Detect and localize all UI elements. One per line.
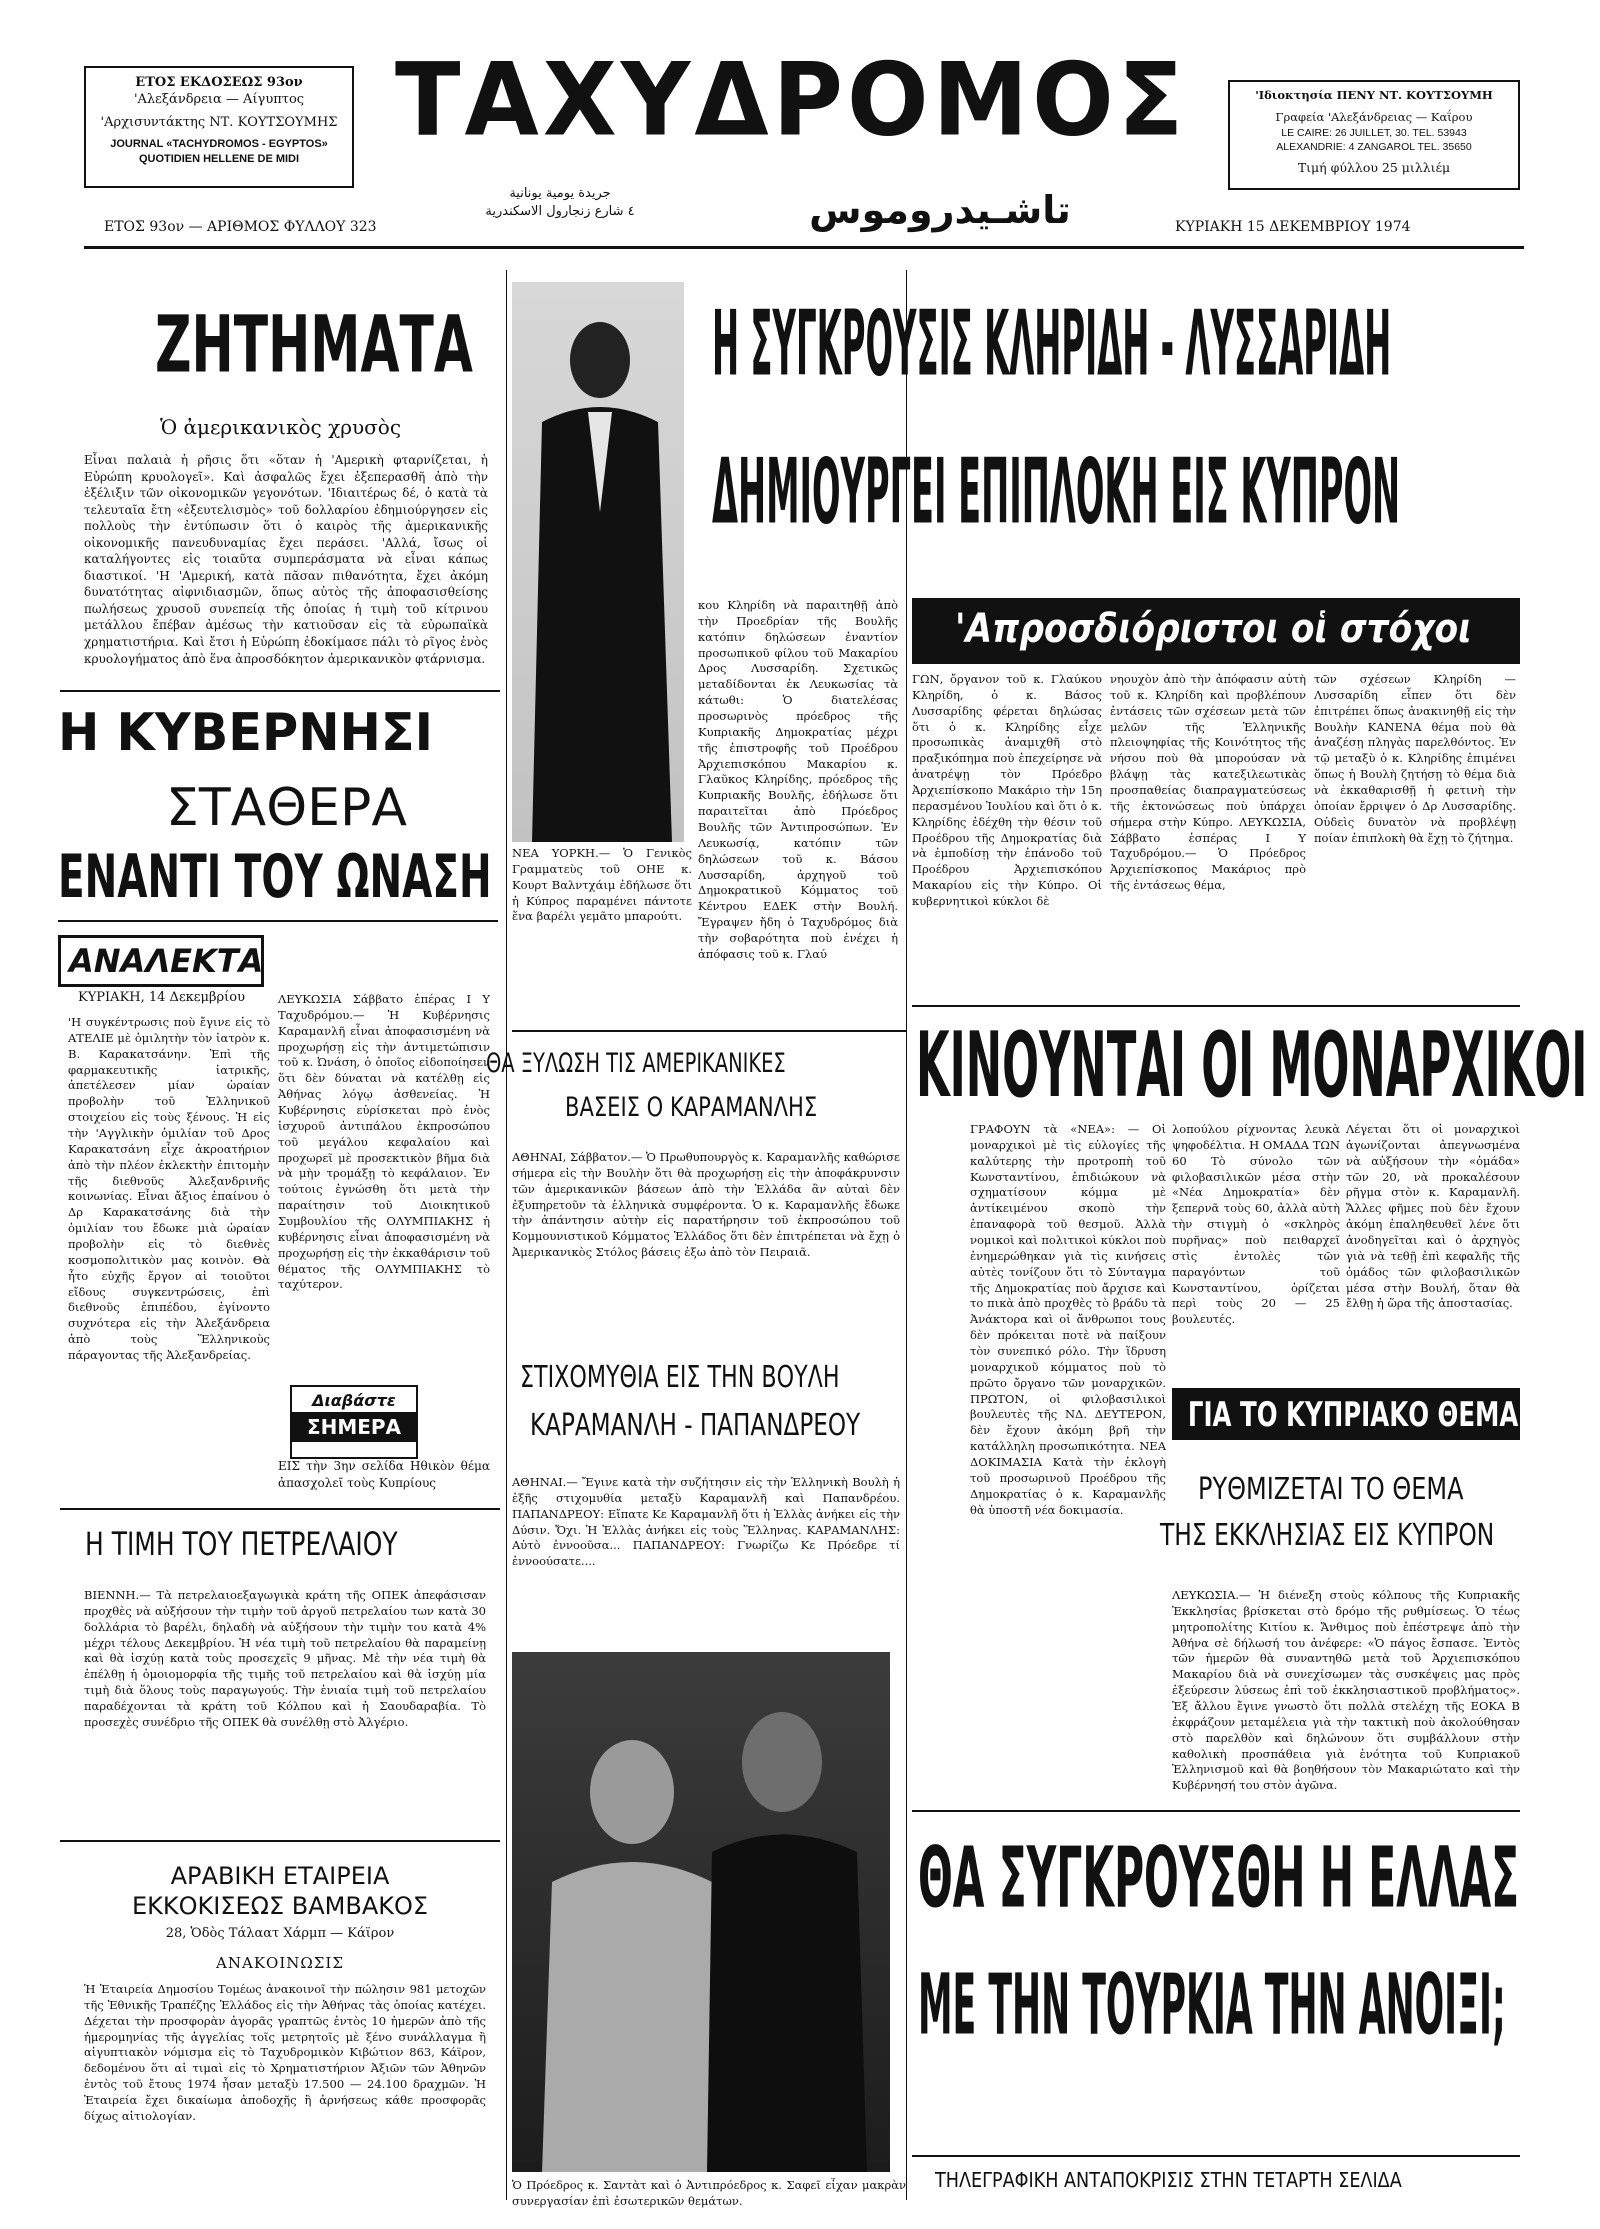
cyprus-topic-bar bbox=[1172, 1388, 1520, 1440]
bottom-headline-1: ΘΑ ΣΥΓΚΡΟΥΣΘΗ Η ΕΛΛΑΣ bbox=[918, 1828, 1520, 1927]
zitimata-body: Εἶναι παλαιὰ ἡ ρῆσις ὅτι «ὅταν ἡ 'Αμερικὴ φταρνίζεται, ἡ Εὐρώπη κρυολογεῖ». Καὶ ἀσφαλῶς ἔχει ἐξεπερασθῆ ἀπὸ τὴν ἐξέλιξιν τῶν οἰκονομικῶν γεγονότων. 'Ιδιαιτέρως δέ, ὁ κατὰ τὰ τελευταῖα ἔτη «ἐξευτελισμὸς» τοῦ δολλαρίου ἐδημιούργησεν εἰς πολλοὺς τὴν ἐντύπωσιν ὅτι ὁ καιρὸς τῆς ἀμερικανικῆς οἰκονομικῆς πανευδυναμίας ἔχει περάσει. 'Αλλά, ἴσως οἱ καταλήγοντες εἰς τοιαῦτα συμπεράσματα νὰ εἶναι κάπως διαστικοί. 'Η 'Αμερική, κατὰ πᾶσαν πιθανότητα, ἔχει ἀκόμη δυνατότητας αἰφνιδιασμῶν, ὅπως αὐτὸς τῆς ἀποφασισθείσης πωλήσεως χρυσοῦ συνεπείᾳ τῆς ὁποίας ἡ τιμὴ τοῦ κίτρινου μετάλλου ἔπέβαν ἀμέσως τὴν κατιοῦσαν εἰς τὰ εὐρωπαϊκὰ χρηματιστήρια. Καὶ ἔτσι ἡ Εὐρώπη ἐδοκίμασε πάλι τὸ ρῖγος ἑνὸς κρυολογήματος ἀπὸ ἕνα ἀπροσδόκητον ἀμερικανικὸν φτάρνισμα. bbox=[84, 453, 488, 666]
ad-announcement: ΑΝΑΚΟΙΝΩΣΙΣ bbox=[216, 1954, 344, 1972]
arabic-title: تاشـيدروموس bbox=[809, 188, 1071, 232]
monarchists-col-1: ΓΡΑΦΟΥΝ τὰ «ΝΕΑ»: — Οἱ μοναρχικοὶ μὲ τὶς εὐλογίες τῆς καλύτερης τὴν προτροπὴ τοῦ Κωνσταντίνου, ἐπιδιώκουν νὰ σχηματίσουν κόμμα μὲ ἀντίκειμένου σκοπὸ τὴν ἐπαναφορὰ τοῦ θεσμοῦ. Ἀλλὰ νομικοὶ καὶ πολιτικοὶ κύκλοι ποὺ ἐνημερώθηκαν γιὰ τὶς κινήσεις αὐτὲς τονίζουν ὅτι τὸ Σύνταγμα τῆς Δημοκρατίας ποὺ ἄρχισε καὶ το πικὰ ἀπὸ προχθὲς τὸ βράδυ τὰ Ἀνάκτορα καὶ οἱ ἄνθρωποι τους δὲν πρόκειται ποτὲ νὰ παίξουν τὸν συνεπικό ρόλο. Τὴν ἵδρυση μοναρχικοῦ κόμματος ποὺ τὸ πρῶτο ὄργανο τῶν μοναρχικῶν. ΠΡΩΤΟΝ, οἱ φιλοβασιλικοὶ βουλευτὲς τῆς ΝΔ. ΔΕΥΤΕΡΟΝ, δὲν ἔχουν ἀκόμη βρῆ τὴν κατάλληλη προσωπικότητα. ΝΕΑ ΔΟΚΙΜΑΣΙΑ Κατὰ τὴν ἐκλογὴ τοῦ προσωρινοῦ Προέδρου τῆς Δημοκρατίας ὁ κ. Καραμανλῆς θὰ ὑποστῆ νέα δοκιμασία. bbox=[970, 1122, 1166, 1517]
targets-text: 'Απροσδιόριστοι οἱ στόχοι bbox=[955, 606, 1472, 652]
bottom-note: ΤΗΛΕΓΡΑΦΙΚΗ ΑΝΤΑΠΟΚΡΙΣΙΣ ΣΤΗΝ ΤΕΤΑΡΤΗ ΣΕΛΙΔΑ bbox=[935, 2168, 1402, 2192]
arabic-daily: جريدة يومية يونانية bbox=[509, 186, 611, 201]
oil-price-body: ΒΙΕΝΝΗ.— Τὰ πετρελαιοεξαγωγικὰ κράτη τῆς ΟΠΕΚ ἀπεφάσισαν προχθὲς νὰ αὐξήσουν τὴν τιμὴν τοῦ ἀργοῦ πετρελαίου των κατὰ 30 δολλάρια τὸ βαρέλι, δηλαδὴ νὰ αὐξήσουν τὴν τιμὴν του κατὰ 4% μέχρι τέλους Δεκεμβρίου. Ἡ νέα τιμὴ τοῦ πετρελαίου θὰ παραμείνῃ καὶ θὰ ἰσχύῃ κατὰ τοὺς προσεχεῖς 9 μῆνας. Μὲ τὴν νέα τιμὴ θὰ ἐπέλθῃ ἡ ὁμοιομορφία τῆς τιμῆς τοῦ πετρελαίου καὶ θὰ ἰσχύῃ μία τιμὴ διὰ ὅλους τοὺς παραγωγούς. Τὴν ἑνιαία τιμὴ τοῦ πετρελαίου παραδέχονται τὰ κράτη τοῦ Κόλπου καὶ ἡ Σαουδαραβία. Τὸ προσεχὲς συνέδριο τῆς ΟΠΕΚ θὰ συνέλθῃ στὸ Ἀλγέριο. bbox=[84, 1588, 486, 1729]
ad-title-1: ΑΡΑΒΙΚΗ ΕΤΑΙΡΕΙΑ bbox=[170, 1862, 390, 1890]
dialogue-body: ΑΘΗΝΑΙ.— Ἔγινε κατὰ τὴν συζήτησιν εἰς τὴν Ἑλληνικὴ Βουλὴ ἡ ἑξῆς στιχομυθία μεταξὺ Καραμανλῆ καὶ Παπανδρέου. ΠΑΠΑΝΔΡΕΟΥ: Εἴπατε Κε Καραμανλῆ ὅτι ἡ Ἑλλὰς ἀνήκει εἰς τὴν Δύσιν. Ὄχι. Ἡ Ἑλλὰς ἀνήκει εἰς τοὺς Ἕλληνας. ΚΑΡΑΜΑΝΛΗΣ: Αὐτὸ ἐννοοῦσα... ΠΑΠΑΝΔΡΕΟΥ: Γνωρίζω Κε Πρόεδρε τί ἐννοούσατε.... bbox=[512, 1475, 900, 1569]
newspaper-title: ΤΑΧΥΔΡΟΜΟΣ bbox=[395, 41, 1188, 159]
divider bbox=[912, 1810, 1520, 1812]
dialogue-heading-1: ΣΤΙΧΟΜΥΘΙΑ ΕΙΣ ΤΗΝ ΒΟΥΛΗ bbox=[520, 1360, 840, 1395]
divider bbox=[58, 920, 498, 922]
nicosia-onassis-body: ΛΕΥΚΩΣΙΑ Σάββατο ἐπέρας Ι Υ Ταχυδρόμου.— Ἡ Κυβέρνησις Καραμανλῆ εἶναι ἀποφασισμένη νὰ προχωρήσῃ εἰς τὴν ἀντιμετώπισιν τοῦ κ. Ὠνάση, ὁ ὁποῖος εἰδοποίησεν ὅτι δὲν δύναται νὰ κατέλθῃ εἰς Ἀθήνας λόγῳ ἀσθενείας. Ἡ Κυβέρνησις εὑρίσκεται πρὸ ἑνὸς ἰσχυροῦ ἀντιπάλου ἐκπροσώπου τοῦ μεγάλου κεφαλαίου καὶ προχωρεῖ μὲ προσεκτικὸν βῆμα διὰ νὰ μὴν τρομάξῃ τὸ κεφάλαιον. Ἐν τούτοις ἐγνώσθη ὅτι μετὰ τὴν παραίτησιν τοῦ Διοικητικοῦ Συμβουλίου τῆς ΟΛΥΜΠΙΑΚΗΣ ἡ κυβέρνησις εἶναι ἀποφασισμένη νὰ προχωρήσῃ εἰς τὴν ἐκκαθάρισιν τοῦ θέματος τῆς ΟΛΥΜΠΙΑΚΗΣ τὸ ταχύτερον. bbox=[278, 992, 490, 1292]
cairo-address: LE CAIRE: 26 JUILLET, 30. TEL. 53943 bbox=[1281, 126, 1467, 139]
government-heading-1: Η ΚΥΒΕΡΝΗΣΙ bbox=[58, 703, 434, 763]
masthead-right-box bbox=[1228, 80, 1520, 190]
masthead-rule bbox=[84, 246, 1524, 249]
divider bbox=[60, 690, 500, 692]
monarchists-col-2: λοπούλου ρίχνοντας λευκὰ ψηφοδέλτια. Η ΟΜΑΔΑ ΤΩΝ 60 Τὸ σύνολο τῶν φιλοβασιλικῶν μέσα στὴν «Νέα Δημοκρατία» δὲν ξεπερνᾶ τοὺς 60, ἀλλὰ αὐτὴ τὴν στιγμὴ ὁ «σκληρὸς πυρῆνας» ποὺ πειθαρχεῖ στὶς ἐντολὲς τῶν παραγόντων τοῦ Κωνσταντίνου, ὁρίζεται περὶ τοὺς 20 — 25 βουλευτές. bbox=[1172, 1122, 1340, 1327]
monarchists-headline: ΚΙΝΟΥΝΤΑΙ ΟΙ ΜΟΝΑΡΧΙΚΟΙ bbox=[916, 1012, 1588, 1118]
column-rule bbox=[906, 270, 907, 2200]
ad-body: Ἡ Ἑταιρεία Δημοσίου Τομέως ἀνακοινοῖ τὴν πώλησιν 981 μετοχῶν τῆς Ἐθνικῆς Τραπέζης Ἑλλάδος εἰς τὴν Ἀθήνας τὰς ὁποίας κατέχει. Δέχεται τὴν προσφορὰν ἀγορᾶς γραπτῶς ἐντὸς 10 ἡμερῶν ἀπὸ τῆς ἡμερομηνίας τῆς ἀγγελίας τοῖς μετρητοῖς μὲ ξένο συνάλλαγμα ἢ αἰγυπτιακὸν νόμισμα εἰς τὸ Ταχυδρομικὸν Κιβώτιον 863, Κάϊρον, δεδομένου ὅτι αἱ τιμαὶ εἰς τὸ Χρηματιστήριον Ἀξιῶν τῶν Ἀθηνῶν ἐντὸς τοῦ ἔτους 1974 ἦσαν μεταξὺ 17.500 — 24.100 δραχμῶν. Ἡ Ἑταιρεία ἔχει δικαίωμα ἀποδοχῆς ἢ ἀρνήσεως κάθε προσφορᾶς δίχως αἰτιολογίαν. bbox=[84, 1982, 486, 2123]
analekta-title: ΑΝΑΛΕΚΤΑ bbox=[69, 942, 264, 980]
bases-heading-2: ΒΑΣΕΙΣ Ο ΚΑΡΑΜΑΝΛΗΣ bbox=[565, 1092, 818, 1123]
ownership-line: 'Ιδιοκτησία ΠΕΝΥ ΝΤ. ΚΟΥΤΣΟΥΜΗ bbox=[1255, 88, 1493, 102]
alexandria-address: ALEXANDRIE: 4 ZANGAROL TEL. 35650 bbox=[1276, 141, 1472, 154]
sadat-caption: Ὁ Πρόεδρος κ. Σαντὰτ καὶ ὁ Ἀντιπρόεδρος κ. Σαφεῖ εἶχαν μακρὰν συνεργασίαν ἐπὶ ἐσωτερικῶν θεμάτων. bbox=[512, 2178, 906, 2208]
city-line: 'Αλεξάνδρεια — Αίγυπτος bbox=[133, 92, 305, 108]
clerides-column-text: κου Κληρίδη νὰ παραιτηθῇ ἀπὸ τὴν Προεδρίαν τῆς Βουλῆς κατόπιν δηλώσεων ἐναντίον προσωπικοῦ φίλου τοῦ Μακαρίου Δρος Λυσσαρίδη. Σχετικῶς μεταδίδονται ἐκ Λευκωσίας τὰ κάτωθι: Ὁ διατελέσας προσωρινὸς πρόεδρος τῆς Κυπριακῆς Δημοκρατίας μέχρι τῆς ἐπιστροφῆς τοῦ Προέδρου Ἀρχιεπισκόπου Μακαρίου κ. Γλαῦκος Κληρίδης, πρόεδρος τῆς Κυπριακῆς Βουλῆς, ἐδήλωσε ὅτι παραιτεῖται ἀπὸ Πρόεδρος Βουλῆς τῶν Ἀντιπροσώπων. Ἐν Λευκωσίᾳ, κατόπιν τῶν δηλώσεων τοῦ κ. Βάσου Λυσσαρίδη, ἀρχηγοῦ τοῦ Δημοκρατικοῦ Κόμματος τοῦ Κέντρου ΕΔΕΚ στὴν Βουλή. Ἔγραψεν ἤδη ὁ Ταχυδρόμος διὰ τὴν σοβαρότητα ποὺ ἐνέχει ἡ ἀπόφασις τοῦ κ. Γλαύ bbox=[698, 598, 898, 961]
church-heading-1: ΡΥΘΜΙΖΕΤΑΙ ΤΟ ΘΕΜΑ bbox=[1198, 1472, 1464, 1507]
church-body: ΛΕΥΚΩΣΙΑ.— Ἡ διένεξη στοὺς κόλπους τῆς Κυπριακῆς Ἐκκλησίας βρίσκεται στὸ δρόμο τῆς ρυθμίσεως. Ὁ τέως μητροπολίτης Κιτίου κ. Ἄνθιμος ποὺ ἐπέστρεψε ἀπὸ τὴν Ἀθήνα σὲ δήλωσή του ἀνέφερε: «Ὁ πάγος ἔσπασε. Ἐντὸς τῶν ἡμερῶν θὰ συναντηθῶ μετὰ τοῦ Ἀρχιεπισκόπου Μακαρίου διὰ νὰ συνεχίσωμεν τὰς συσκέψεις μας πρὸς ἐξεύρεσιν λύσεως ἐπὶ τοῦ ἐκκλησιαστικοῦ προβλήματος». Ἐξ ἄλλου ἔγινε γνωστὸ ὅτι πολλὰ στελέχη τῆς ΕΟΚΑ Β ἐκφράζουν μεταμέλεια γιὰ τὴν τακτικὴ ποὺ ἀκολούθησαν στὸ παρελθὸν καὶ δηλώνουν ὅτι συμβάλλουν στὴν καθολικὴ προσπάθεια γιὰ ἑνότητα τοῦ Κυπριακοῦ Ἑλληνισμοῦ καὶ θὰ βοηθήσουν τὸν Μακαριώτατο καὶ τὴν Κυβέρνησή του στὸν ἀγῶνα. bbox=[1172, 1588, 1520, 1793]
targets-banner bbox=[912, 598, 1520, 664]
cyprus-topic-text: ΓΙΑ ΤΟ ΚΥΠΡΙΑΚΟ ΘΕΜΑ bbox=[1187, 1395, 1519, 1435]
divider bbox=[60, 1508, 500, 1510]
price-line: Τιμή φύλλου 25 μιλλιέμ bbox=[1297, 159, 1451, 175]
bottom-headline-2: ΜΕ ΤΗΝ ΤΟΥΡΚΙΑ ΤΗΝ ΑΝΟΙΞΙ; bbox=[918, 1955, 1506, 2054]
waldheim-photo bbox=[512, 282, 684, 842]
main-headline-2: ΔΗΜΙΟΥΡΓΕΙ ΕΠΙΠΛΟΚΗ ΕΙΣ ΚΥΠΡΟΝ bbox=[712, 440, 1401, 545]
ad-title-2: ΕΚΚΟΚΙΣΕΩΣ ΒΑΜΒΑΚΟΣ bbox=[131, 1892, 429, 1920]
simera-label: ΣΗΜΕΡΑ bbox=[292, 1412, 416, 1442]
diavaste-box bbox=[290, 1385, 418, 1459]
bases-body: ΑΘΗΝΑΙ, Σάββατον.— Ὁ Πρωθυπουργὸς κ. Καραμανλῆς καθώρισε σήμερα εἰς τὴν Βουλὴν ὅτι θὰ προχωρήσῃ εἰς τὴν ἀποφάκρυνσιν τῶν ἀμερικανικῶν βάσεων ἀπὸ τὴν Ἑλλάδα ἂν αὐταὶ δὲν ἐξυπηρετοῦν τὰ ἑλληνικὰ συμφέροντα. Ὁ κ. Καραμανλῆς ἔδωκε τὴν ἀπάντησιν αὐτὴν εἰς παρατήρησιν τοῦ ἐκπροσώπου τοῦ Κομμουνιστικοῦ Κόμματος Ἑλλάδος ὅτι δὲν ἐπιτρέπεται νὰ ἔχῃ ὁ Ἀμερικανικὸς Στόλος βάσεις ἐξω ἀπὸ τὸν Πειραιᾶ. bbox=[512, 1150, 900, 1260]
dialogue-heading-2: ΚΑΡΑΜΑΝΛΗ - ΠΑΠΑΝΔΡΕΟΥ bbox=[530, 1408, 861, 1443]
analekta-date: ΚΥΡΙΑΚΗ, 14 Δεκεμβρίου bbox=[78, 990, 245, 1005]
arabic-address: ٤ شارع زنجارول الاسكندرية bbox=[485, 204, 635, 220]
divider bbox=[512, 1030, 906, 1032]
arabic-subtitle bbox=[460, 185, 660, 221]
main-headline-1: Η ΣΥΓΚΡΟΥΣΙΣ ΚΛΗΡΙΔΗ - ΛΥΣΣΑΡΙΔΗ bbox=[712, 292, 1392, 397]
monarchists-col-3: Λέγεται ὅτι οἱ μοναρχικοὶ ἀγωνίζονται ἀπεγνωσμένα νὰ αὐξήσουν τὴν «ὁμάδα» τῶν 20, νὰ προκαλέσουν ρῆγμα στὸν κ. Καραμανλῆ. Ἄλλες φῆμες ποὺ δὲν ἔχουν ἀκόμη ἐπαληθευθεῖ λένε ὅτι ἀνοδηγεῖται καὶ ὁ ἀρχηγὸς γιὰ νὰ τεθῇ ἐπὶ κεφαλῆς τῆς ὁμάδος τῶν φιλοβασιλικῶν μέσα στὴν Βουλή, ὅταν θὰ ἔλθῃ ἡ ὥρα τῆς ἀποστασίας. bbox=[1346, 1122, 1520, 1311]
zitimata-heading: ΖΗΤΗΜΑΤΑ bbox=[155, 300, 473, 391]
diavaste-text: ΕΙΣ τὴν 3ην σελίδα Ηθικὸν θέμα ἀπασχολεῖ τοὺς Κυπρίους bbox=[278, 1459, 490, 1490]
bases-heading-1: ΘΑ ΞΥΛΩΣΗ ΤΙΣ ΑΜΕΡΙΚΑΝΙΚΕΣ bbox=[486, 1048, 786, 1079]
analekta-body: 'Η συγκέντρωσις ποὺ ἔγινε εἰς τὸ ΑΤΕΛΙΕ μὲ ὁμιλητὴν τὸν ἰατρὸν κ. Β. Καρακατσάνην. Ἐπὶ τῆς φαρμακευτικῆς ἰατρικῆς, ἀπετέλεσεν μίαν ὡραίαν προβολὴν τοῦ Ἑλληνικοῦ στοιχείου εἰς τοὺς ξένους. Ἡ εἰς τὴν 'Αγγλικὴν ὁμιλίαν τοῦ Δρος Καρακατσάνη εἶχε ἀκροατήριον ἀπὸ τὴν πλέον ἐκλεκτὴν ἐπιτομὴν τῆς διεθνοῦς Ἀλεξανδρινῆς κοινωνίας. Εἶναι ἄξιος ἐπαίνου ὁ Δρ Καρακατσάνης διὰ τὴν ὁμιλίαν του ἔδωκε μιὰ ὡραίαν προβολὴν εἰς τὸ διεθνὲς κοσμοπολιτικὸν μας κοινὸν. Θὰ ἦτο εὐχῆς ἔργον αἱ τοιοῦτοι εἴδους συγκεντρώσεις, ἐπὶ διεθνοῦς ἐπιπέδου, ἐγίνοντο συχνότερα εἰς τὴν Ἀλεξάνδρεια ἀπὸ τοὺς Ἕλληνικοὺς πάραγοντας τῆς Ἀλεξανδρείας. bbox=[68, 1015, 270, 1363]
zitimata-subtitle: Ὁ ἀμερικανικὸς χρυσὸς bbox=[160, 415, 402, 439]
clerides-col-3: τῶν σχέσεων Κληρίδη — Λυσσαρίδη εἶπεν ὅτι δὲν ἐπιτρέπει ὅπως ἀνακινηθῇ εἰς τὴν Βουλὴν ΚΑΝΕΝΑ θέμα ποὺ θὰ ἀναζέσῃ πληγὰς παρελθόντος. Ἐν τῷ μεταξὺ ὁ κ. Κληρίδης ἐπιμένει ὅπως ἡ Βουλὴ ζητήσῃ τὸ θέμα διὰ νὰ ἐκκαθαρισθῇ ἡ φετινὴ τὴν ὁποίαν ἔρριψεν ὁ Δρ Λυσσαρίδης. Οὐδεὶς δυνατὸν νὰ προβλέψῃ ποίαν ἐπιπλοκὴ θὰ ἔχῃ τὸ ζήτημα. bbox=[1314, 672, 1516, 845]
clerides-col-1: ΓΩΝ, ὄργανον τοῦ κ. Γλαύκου Κληρίδη, ὁ κ. Βάσος Λυσσαρίδης φέρεται δηλώσας ὅτι ὁ κ. Κληρίδης εἶχε προσωπικὰς ἀναμιχθῆ στὸ πραξικόπημα ποὺ ἐπεχείρησε νὰ ἀνατρέψῃ τὸν Πρόεδρο Ἀρχιεπίσκοπο Μακάριο τὴν 15η περασμένου Ἰουλίου καὶ ὅτι ὁ κ. Κληρίδης ἐδέχθη τὴν θέσιν τοῦ Προέδρου τῆς Δημοκρατίας διὰ νὰ ἐμποδίσῃ τὴν ἐπάνοδο τοῦ Προέδρου Ἀρχιεπισκόπου Μακαρίου εἰς τὴν Κύπρο. Οἱ κυβερνητικοὶ κύκλοι δὲ bbox=[912, 672, 1102, 909]
church-heading-2: ΤΗΣ ΕΚΚΛΗΣΙΑΣ ΕΙΣ ΚΥΠΡΟΝ bbox=[1160, 1518, 1495, 1553]
divider bbox=[912, 2155, 1520, 2157]
waldheim-figure bbox=[512, 282, 684, 842]
ad-address: 28, Ὁδὸς Τάλαατ Χάρμπ — Κάϊρον bbox=[165, 1926, 395, 1941]
editor-line: 'Αρχισυντάκτης ΝΤ. ΚΟΥΤΣΟΥΜΗΣ bbox=[100, 115, 338, 131]
government-heading-3: ΕΝΑΝΤΙ ΤΟΥ ΩΝΑΣΗ bbox=[58, 842, 492, 912]
clerides-col-2: νηουχὸν ἀπὸ τὴν ἀπόφασιν αὐτὴ τοῦ κ. Κληρίδη καὶ προβλέπουν ἐντάσεις τῶν σχέσεων μετὰ τῶν μελῶν τῆς Ἑλληνικῆς πλειοψηφίας τῆς Κοινότητος τῆς νήσου ποὺ θὰ μπορούσαν νὰ βλάψῃ τὰς κατεξιλεωτικὰς προσπαθείας διαπραγματεύσεως τῆς ἐκτονώσεως ποὺ ὑπάρχει σήμερα στὴν Κύπρο. ΛΕΥΚΩΣΙΑ, Σάββατο ἑσπέρας Ι Υ Ταχυδρόμου.— Ὁ Πρόεδρος Ἀρχιεπίσκοπος Μακάριος πρὸ τῆς ἐντάσεως θέμα, bbox=[1110, 672, 1306, 893]
government-heading-2: ΣΤΑΘΕΡΑ bbox=[166, 778, 407, 838]
divider bbox=[60, 1840, 500, 1842]
offices-line: Γραφεία 'Αλεξάνδρειας — Καΐρου bbox=[1275, 109, 1473, 124]
waldheim-caption: ΝΕΑ ΥΟΡΚΗ.— Ὁ Γενικὸς Γραμματεὺς τοῦ ΟΗΕ κ. Κουρτ Βαλντχάιμ ἐδήλωσε ὅτι ἡ Κύπρος παραμένει πάντοτε ἕνα βαρέλι γεμᾶτο μπαρούτι. bbox=[512, 846, 692, 924]
founding-year: ΕΤΟΣ ΕΚΔΟΣΕΩΣ 93ον bbox=[135, 75, 303, 90]
diavaste-label: Διαβάστε bbox=[312, 1391, 396, 1410]
oil-price-heading: Η ΤΙΜΗ ΤΟΥ ΠΕΤΡΕΛΑΙΟΥ bbox=[85, 1525, 398, 1563]
analekta-logo bbox=[58, 935, 264, 987]
issue-line: ΕΤΟΣ 93ον — ΑΡΙΘΜΟΣ ΦΥΛΛΟΥ 323 bbox=[104, 219, 377, 235]
date-line: ΚΥΡΙΑΚΗ 15 ΔΕΚΕΜΒΡΙΟΥ 1974 bbox=[1175, 219, 1411, 235]
journal-tagline: QUOTIDIEN HELLENE DE MIDI bbox=[138, 152, 300, 165]
journal-name: JOURNAL «TACHYDROMOS - EGYPTOS» bbox=[110, 138, 328, 151]
column-rule bbox=[506, 270, 507, 2200]
sadat-photo bbox=[512, 1652, 890, 2172]
sadat-figures bbox=[512, 1652, 890, 2172]
masthead-left-box bbox=[84, 66, 354, 188]
divider bbox=[912, 1005, 1520, 1007]
